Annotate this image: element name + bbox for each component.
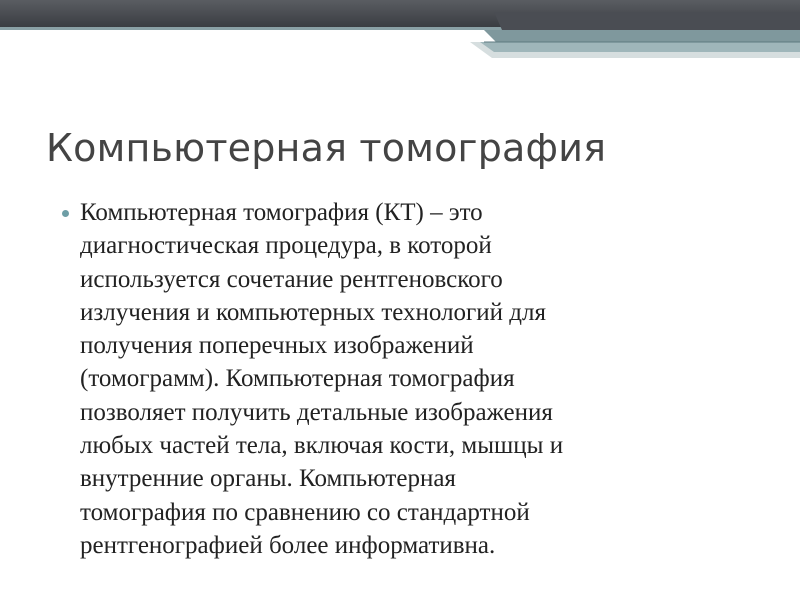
bullet-line: любых частей тела, включая кости, мышцы и <box>80 432 564 460</box>
bullet-line: используется сочетание рентгеновского <box>80 265 503 293</box>
bullet-text <box>80 196 760 562</box>
corner-ribbon-decoration <box>470 12 800 58</box>
bullet-line: внутренние органы. Компьютерная <box>80 465 456 493</box>
bullet-line: получения поперечных изображений <box>80 332 474 360</box>
bullet-line: диагностическая процедура, в которой <box>80 232 492 260</box>
bullet-line: позволяет получить детальные изображения <box>80 398 553 426</box>
slide-title: Компьютерная томография <box>46 126 607 170</box>
bullet-dot-icon <box>62 210 69 217</box>
bullet-line: излучения и компьютерных технологий для <box>80 298 547 326</box>
bullet-line: (томограмм). Компьютерная томография <box>80 365 515 393</box>
bullet-line: Компьютерная томография (КТ) – это <box>80 199 483 226</box>
bullet-line: рентгенографией более информативна. <box>80 531 496 559</box>
bullet-line: томография по сравнению со стандартной <box>80 498 530 526</box>
